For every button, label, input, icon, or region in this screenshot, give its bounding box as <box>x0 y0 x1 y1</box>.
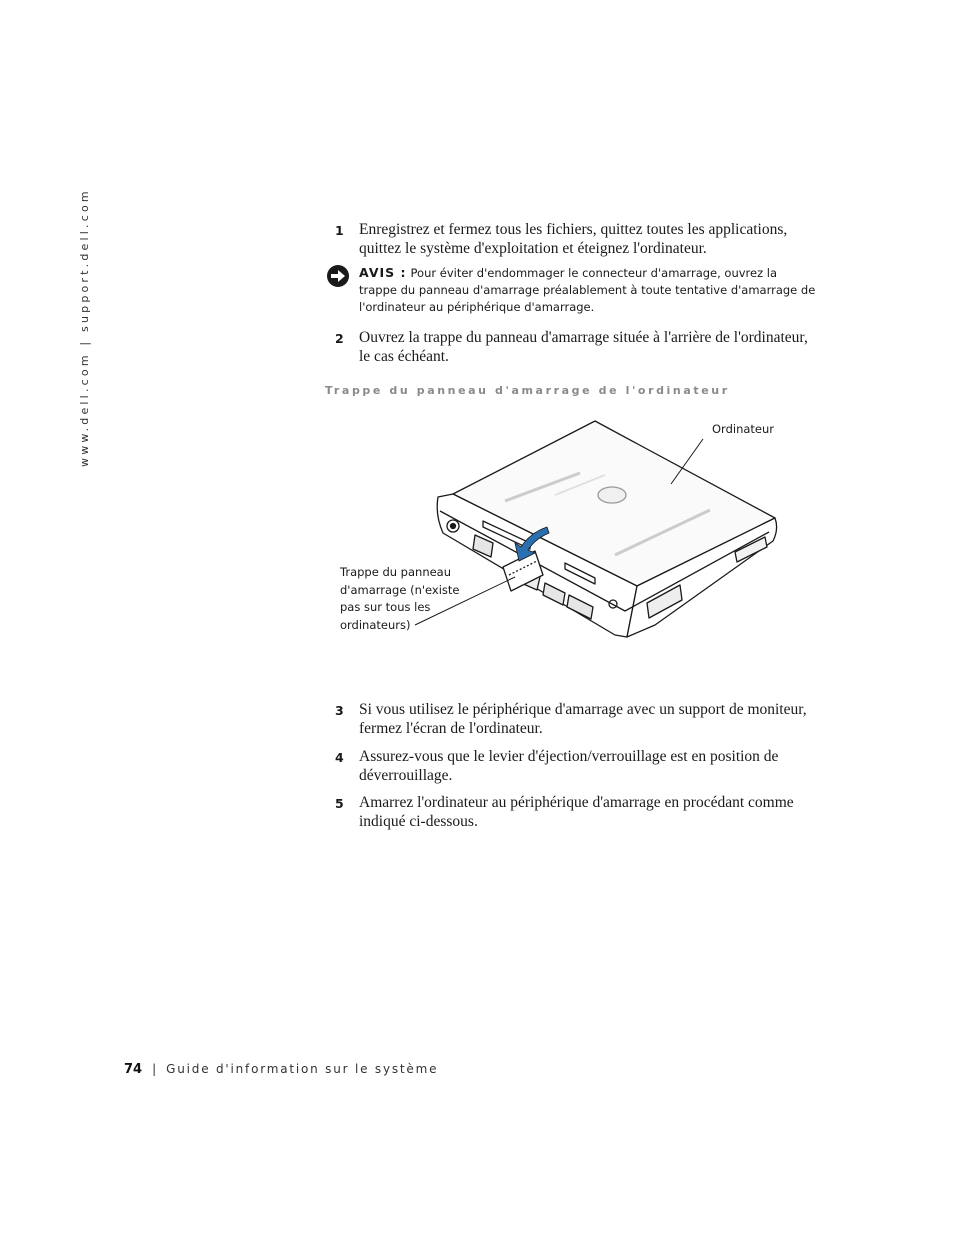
figure-caption: Trappe du panneau d'amarrage de l'ordinateur <box>325 384 730 397</box>
step-4 <box>335 747 815 785</box>
step-text: Assurez-vous que le levier d'éjection/verrouillage est en position de déverrouillage. <box>359 748 779 784</box>
footer-separator: | <box>152 1062 157 1076</box>
step-3 <box>335 700 815 738</box>
dell-logo <box>598 487 626 503</box>
notice-arrow-icon <box>326 264 350 288</box>
step-number: 4 <box>335 750 344 765</box>
callout-computer: Ordinateur <box>712 422 775 436</box>
step-text: Si vous utilisez le périphérique d'amarrage avec un support de moniteur, fermez l'écran de l'ordinateur. <box>359 701 807 737</box>
notice-text: Pour éviter d'endommager le connecteur d'amarrage, ouvrez la trappe du panneau d'amarrage préalablement à toute tentative d'amarrage de l'ordinateur au périphérique d'amarrage. <box>359 266 816 314</box>
step-text: Amarrez l'ordinateur au périphérique d'amarrage en procédant comme indiqué ci-dessous. <box>359 794 794 830</box>
step-2 <box>335 328 815 366</box>
step-text: Ouvrez la trappe du panneau d'amarrage située à l'arrière de l'ordinateur, le cas échéant. <box>359 329 808 365</box>
document-title: Guide d'information sur le système <box>166 1062 439 1076</box>
page-number: 74 <box>124 1062 143 1077</box>
page-footer <box>124 1062 438 1077</box>
notice-label: AVIS : <box>359 265 407 280</box>
notice-box <box>326 264 816 316</box>
step-5 <box>335 793 815 831</box>
step-number: 5 <box>335 796 344 811</box>
notice-body <box>359 264 816 316</box>
step-text: Enregistrez et fermez tous les fichiers, quittez toutes les applications, quittez le système d'exploitation et éteignez l'ordinateur. <box>359 221 788 257</box>
step-number: 3 <box>335 703 344 718</box>
step-1 <box>335 220 815 258</box>
callout-dock-door: Trappe du panneau d'amarrage (n'existe pas sur tous les ordinateurs) <box>340 565 460 632</box>
step-number: 2 <box>335 331 344 346</box>
step-number: 1 <box>335 223 344 238</box>
sidebar-url: www.dell.com | support.dell.com <box>78 188 91 467</box>
laptop-figure <box>325 415 815 660</box>
